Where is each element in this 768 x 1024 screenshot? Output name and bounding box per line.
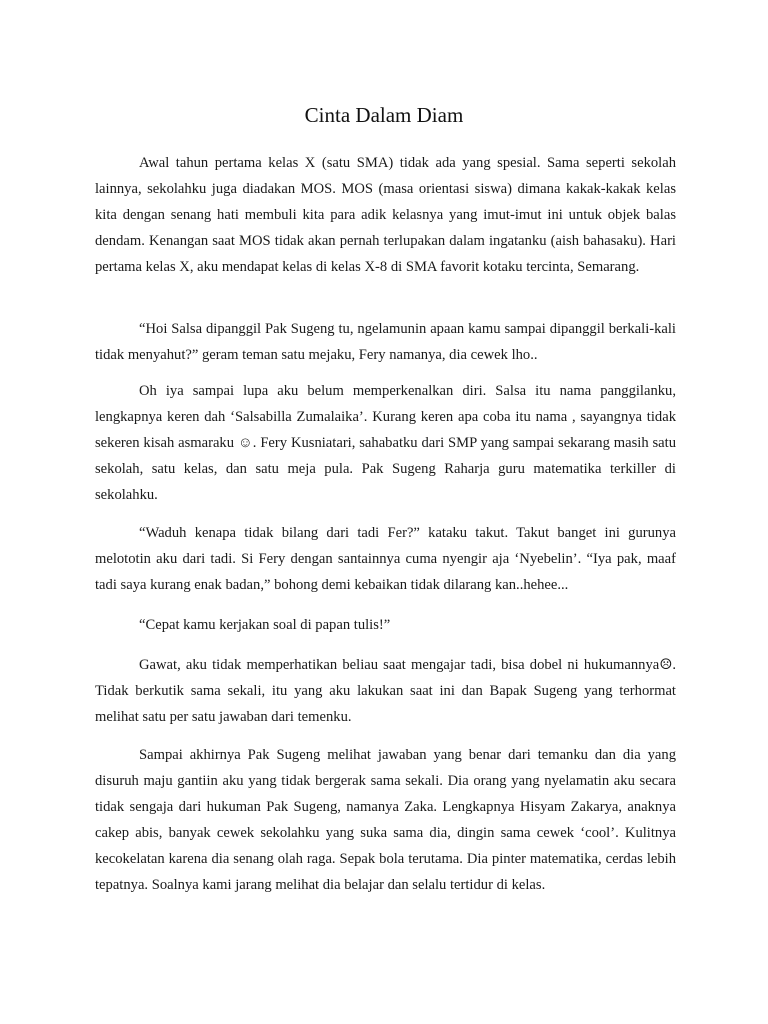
paragraph-introduction: Oh iya sampai lupa aku belum memperkenalkan diri. Salsa itu nama panggilanku, lengkapnya keren dah ‘Salsabilla Zumalaika’. Kurang keren apa coba itu nama , sayangnya tidak sekeren kisah asmaraku ☺. Fery Kusniatari, sahabatku dari SMP yang sampai sekarang masih satu sekolah, satu kelas, dan satu meja pula. Pak Sugeng Raharja guru matematika terkiller di sekolahku. — [95, 383, 676, 503]
paragraph-zaka: Sampai akhirnya Pak Sugeng melihat jawaban yang benar dari temanku dan dia yang disuruh maju gantiin aku yang tidak bergerak sama sekali. Dia orang yang nyelamatin aku secara tidak sengaja dari hukuman Pak Sugeng, namanya Zaka. Lengkapnya Hisyam Zakarya, anaknya cakep abis, banyak cewek sekolahku yang suka sama dia, dingin sama cewek ‘cool’. Kulitnya kecokelatan karena dia senang olah raga. Sepak bola terutama. Dia pinter matematika, cerdas lebih tepatnya. Soalnya kami jarang melihat dia belajar dan selalu tertidur di kelas. — [95, 747, 676, 893]
document-title: Cinta Dalam Diam — [304, 103, 464, 127]
paragraph-teacher-order: “Cepat kamu kerjakan soal di papan tulis!” — [139, 617, 391, 633]
paragraph-dialogue-reply: “Waduh kenapa tidak bilang dari tadi Fer?” kataku takut. Takut banget ini gurunya melototin aku dari tadi. Si Fery dengan santainnya cuma nyengir aja ‘Nyebelin’. “Iya pak, maaf tadi saya kurang enak badan,” bohong demi kebaikan tidak dilarang kan..hehee... — [95, 525, 676, 593]
paragraph-gawat: Gawat, aku tidak memperhatikan beliau saat mengajar tadi, bisa dobel ni hukumannya☹. Tidak berkutik sama sekali, itu yang aku lakukan saat ini dan Bapak Sugeng yang terhormat melihat satu per satu jawaban dari temenku. — [95, 657, 676, 725]
paragraph-dialogue-fery: “Hoi Salsa dipanggil Pak Sugeng tu, ngelamunin apaan kamu sampai dipanggil berkali-kali tidak menyahut?” geram teman satu mejaku, Fery namanya, dia cewek lho.. — [95, 321, 676, 363]
paragraph-intro: Awal tahun pertama kelas X (satu SMA) tidak ada yang spesial. Sama seperti sekolah lainnya, sekolahku juga diadakan MOS. MOS (masa orientasi siswa) dimana kakak-kakak kelas kita dengan senang hati membuli kita para adik kelasnya yang imut-imut ini untuk objek balas dendam. Kenangan saat MOS tidak akan pernah terlupakan dalam ingatanku (aish bahasaku). Hari pertama kelas X, aku mendapat kelas di kelas X-8 di SMA favorit kotaku tercinta, Semarang. — [95, 155, 676, 275]
